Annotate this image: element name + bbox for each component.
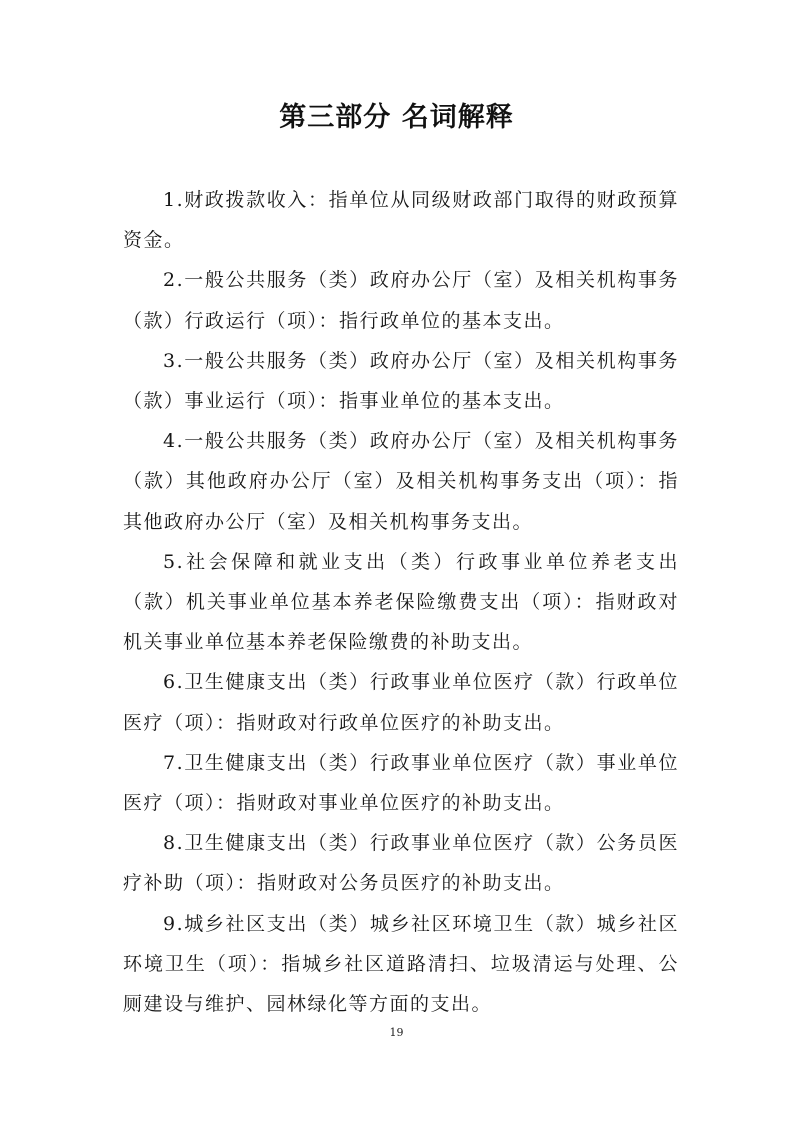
glossary-item-7: 7.卫生健康支出（类）行政事业单位医疗（款）事业单位医疗（项）：指财政对事业单位医疗的补助支出。 — [123, 751, 679, 815]
glossary-item-6: 6.卫生健康支出（类）行政事业单位医疗（款）行政单位医疗（项）：指财政对行政单位医疗的补助支出。 — [123, 671, 679, 734]
page-number: 19 — [389, 1026, 404, 1039]
glossary-item-9: 9.城乡社区支出（类）城乡社区环境卫生（款）城乡社区环境卫生（项）：指城乡社区道路清扫、垃圾清运与处理、公厕建设与维护、园林绿化等方面的支出。 — [123, 912, 679, 1016]
glossary-item-2: 2.一般公共服务（类）政府办公厅（室）及相关机构事务（款）行政运行（项）：指行政单位的基本支出。 — [123, 269, 679, 332]
glossary-item-1: 1.财政拨款收入：指单位从同级财政部门取得的财政预算资金。 — [123, 189, 679, 252]
glossary-item-8: 8.卫生健康支出（类）行政事业单位医疗（款）公务员医疗补助（项）：指财政对公务员医疗的补助支出。 — [123, 832, 679, 895]
page-title: 第三部分 名词解释 — [279, 102, 514, 133]
glossary-item-4: 4.一般公共服务（类）政府办公厅（室）及相关机构事务（款）其他政府办公厅（室）及相关机构事务支出（项）：指其他政府办公厅（室）及相关机构事务支出。 — [123, 430, 679, 533]
glossary-item-3: 3.一般公共服务（类）政府办公厅（室）及相关机构事务（款）事业运行（项）：指事业单位的基本支出。 — [123, 349, 679, 413]
glossary-item-5: 5.社会保障和就业支出（类）行政事业单位养老支出（款）机关事业单位基本养老保险缴费支出（项）：指财政对机关事业单位基本养老保险缴费的补助支出。 — [123, 550, 679, 654]
glossary-body — [123, 180, 679, 1024]
